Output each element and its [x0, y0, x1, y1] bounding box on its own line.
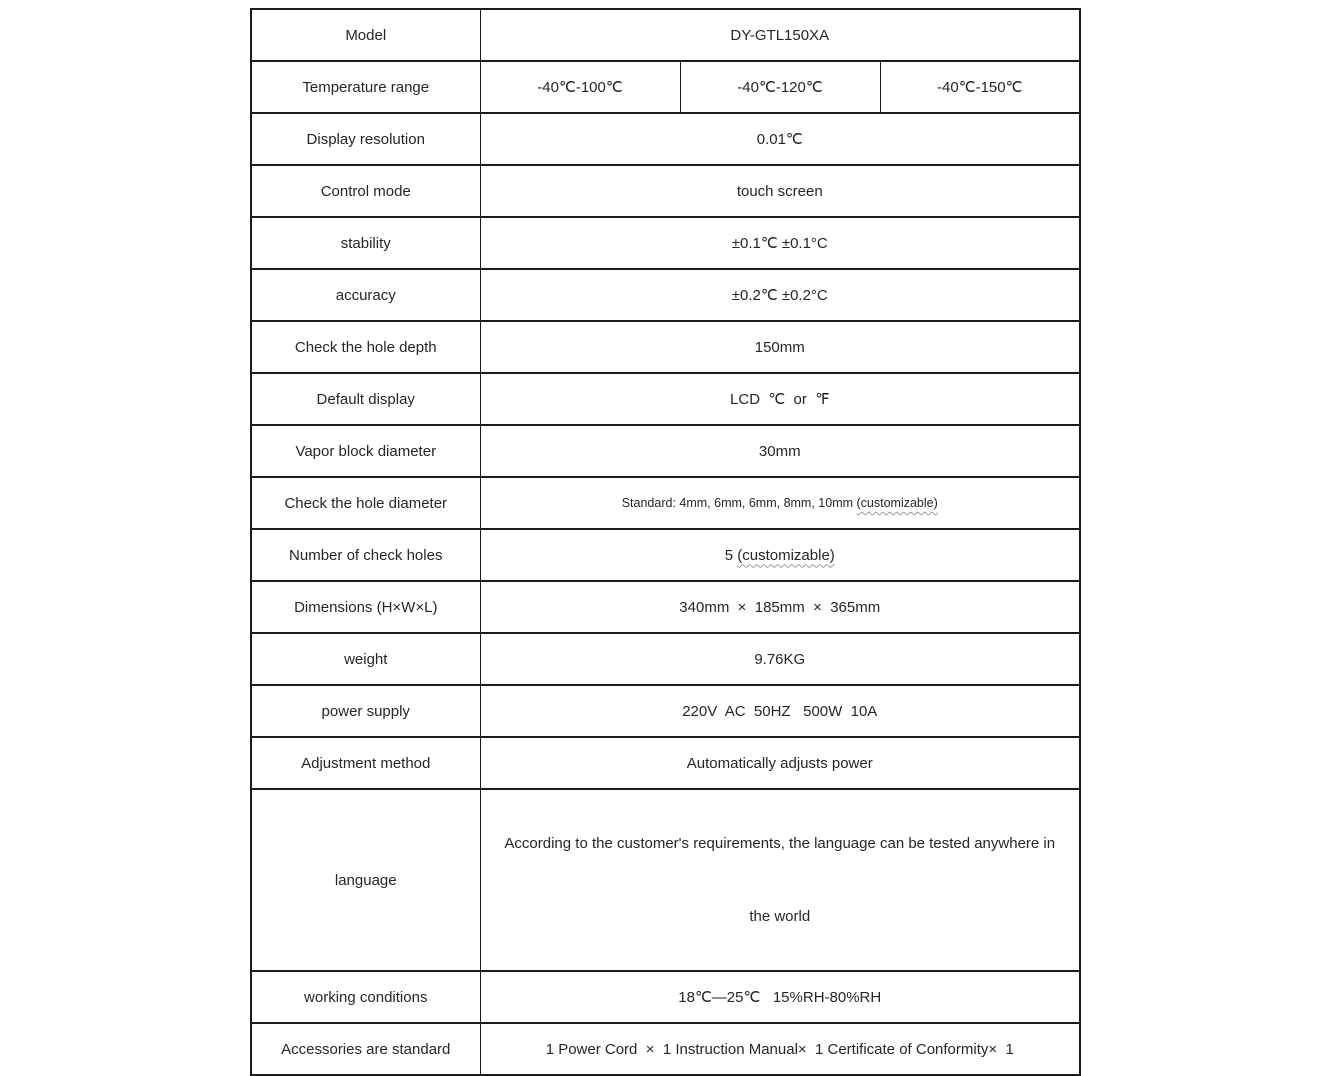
- spec-row-display-resolution: [251, 113, 1080, 165]
- spec-value: 30mm: [480, 425, 1080, 477]
- spec-row-hole-diameter: [251, 477, 1080, 529]
- spec-row-weight: [251, 633, 1080, 685]
- spec-row-accuracy: [251, 269, 1080, 321]
- spec-label: power supply: [251, 685, 480, 737]
- spec-value: [480, 477, 1080, 529]
- spec-label: Check the hole diameter: [251, 477, 480, 529]
- spec-table: [250, 8, 1081, 1076]
- spec-label: Temperature range: [251, 61, 480, 113]
- spec-label: stability: [251, 217, 480, 269]
- spec-row-power-supply: [251, 685, 1080, 737]
- spec-row-accessories: [251, 1023, 1080, 1075]
- spec-label: Dimensions (H×W×L): [251, 581, 480, 633]
- customizable-note: (customizable): [737, 546, 835, 564]
- spec-value-line2: the world: [749, 908, 811, 925]
- spec-label: working conditions: [251, 971, 480, 1023]
- spec-value: ±0.1℃ ±0.1°C: [480, 217, 1080, 269]
- spec-row-working-conditions: [251, 971, 1080, 1023]
- spec-row-language: [251, 789, 1080, 971]
- spec-value: DY-GTL150XA: [480, 9, 1080, 61]
- spec-label: Default display: [251, 373, 480, 425]
- spec-value: 9.76KG: [480, 633, 1080, 685]
- spec-label: Adjustment method: [251, 737, 480, 789]
- spec-label: language: [251, 789, 480, 971]
- spec-row-temperature-range: [251, 61, 1080, 113]
- spec-row-adjustment-method: [251, 737, 1080, 789]
- spec-value-temp-3: -40℃-150℃: [880, 61, 1080, 113]
- spec-value-temp-1: -40℃-100℃: [480, 61, 680, 113]
- spec-label: Model: [251, 9, 480, 61]
- spec-row-vapor-block-diameter: [251, 425, 1080, 477]
- spec-value-line1: According to the customer's requirements, the language can be tested anywhere in: [504, 835, 1056, 852]
- spec-row-stability: [251, 217, 1080, 269]
- spec-value: LCD ℃ or ℉: [480, 373, 1080, 425]
- spec-value: [480, 789, 1080, 971]
- spec-value: 1 Power Cord × 1 Instruction Manual× 1 Certificate of Conformity× 1: [480, 1023, 1080, 1075]
- spec-table-container: [250, 8, 1081, 1076]
- spec-label: Control mode: [251, 165, 480, 217]
- spec-value: [480, 529, 1080, 581]
- spec-row-dimensions: [251, 581, 1080, 633]
- spec-value: 340mm × 185mm × 365mm: [480, 581, 1080, 633]
- spec-value: 150mm: [480, 321, 1080, 373]
- spec-value-text: Standard: 4mm, 6mm, 6mm, 8mm, 10mm: [621, 496, 857, 510]
- spec-row-model: [251, 9, 1080, 61]
- spec-label: Check the hole depth: [251, 321, 480, 373]
- spec-value: Automatically adjusts power: [480, 737, 1080, 789]
- spec-row-default-display: [251, 373, 1080, 425]
- spec-label: Accessories are standard: [251, 1023, 480, 1075]
- spec-value: touch screen: [480, 165, 1080, 217]
- spec-label: accuracy: [251, 269, 480, 321]
- spec-row-number-of-holes: [251, 529, 1080, 581]
- spec-label: Display resolution: [251, 113, 480, 165]
- customizable-note: (customizable): [856, 496, 938, 510]
- spec-label: weight: [251, 633, 480, 685]
- spec-value: ±0.2℃ ±0.2°C: [480, 269, 1080, 321]
- spec-value-temp-2: -40℃-120℃: [680, 61, 880, 113]
- spec-value-text: 5: [724, 546, 738, 564]
- spec-label: Vapor block diameter: [251, 425, 480, 477]
- spec-label: Number of check holes: [251, 529, 480, 581]
- spec-value: 18℃—25℃ 15%RH-80%RH: [480, 971, 1080, 1023]
- spec-row-control-mode: [251, 165, 1080, 217]
- spec-row-hole-depth: [251, 321, 1080, 373]
- spec-value: 0.01℃: [480, 113, 1080, 165]
- spec-value: 220V AC 50HZ 500W 10A: [480, 685, 1080, 737]
